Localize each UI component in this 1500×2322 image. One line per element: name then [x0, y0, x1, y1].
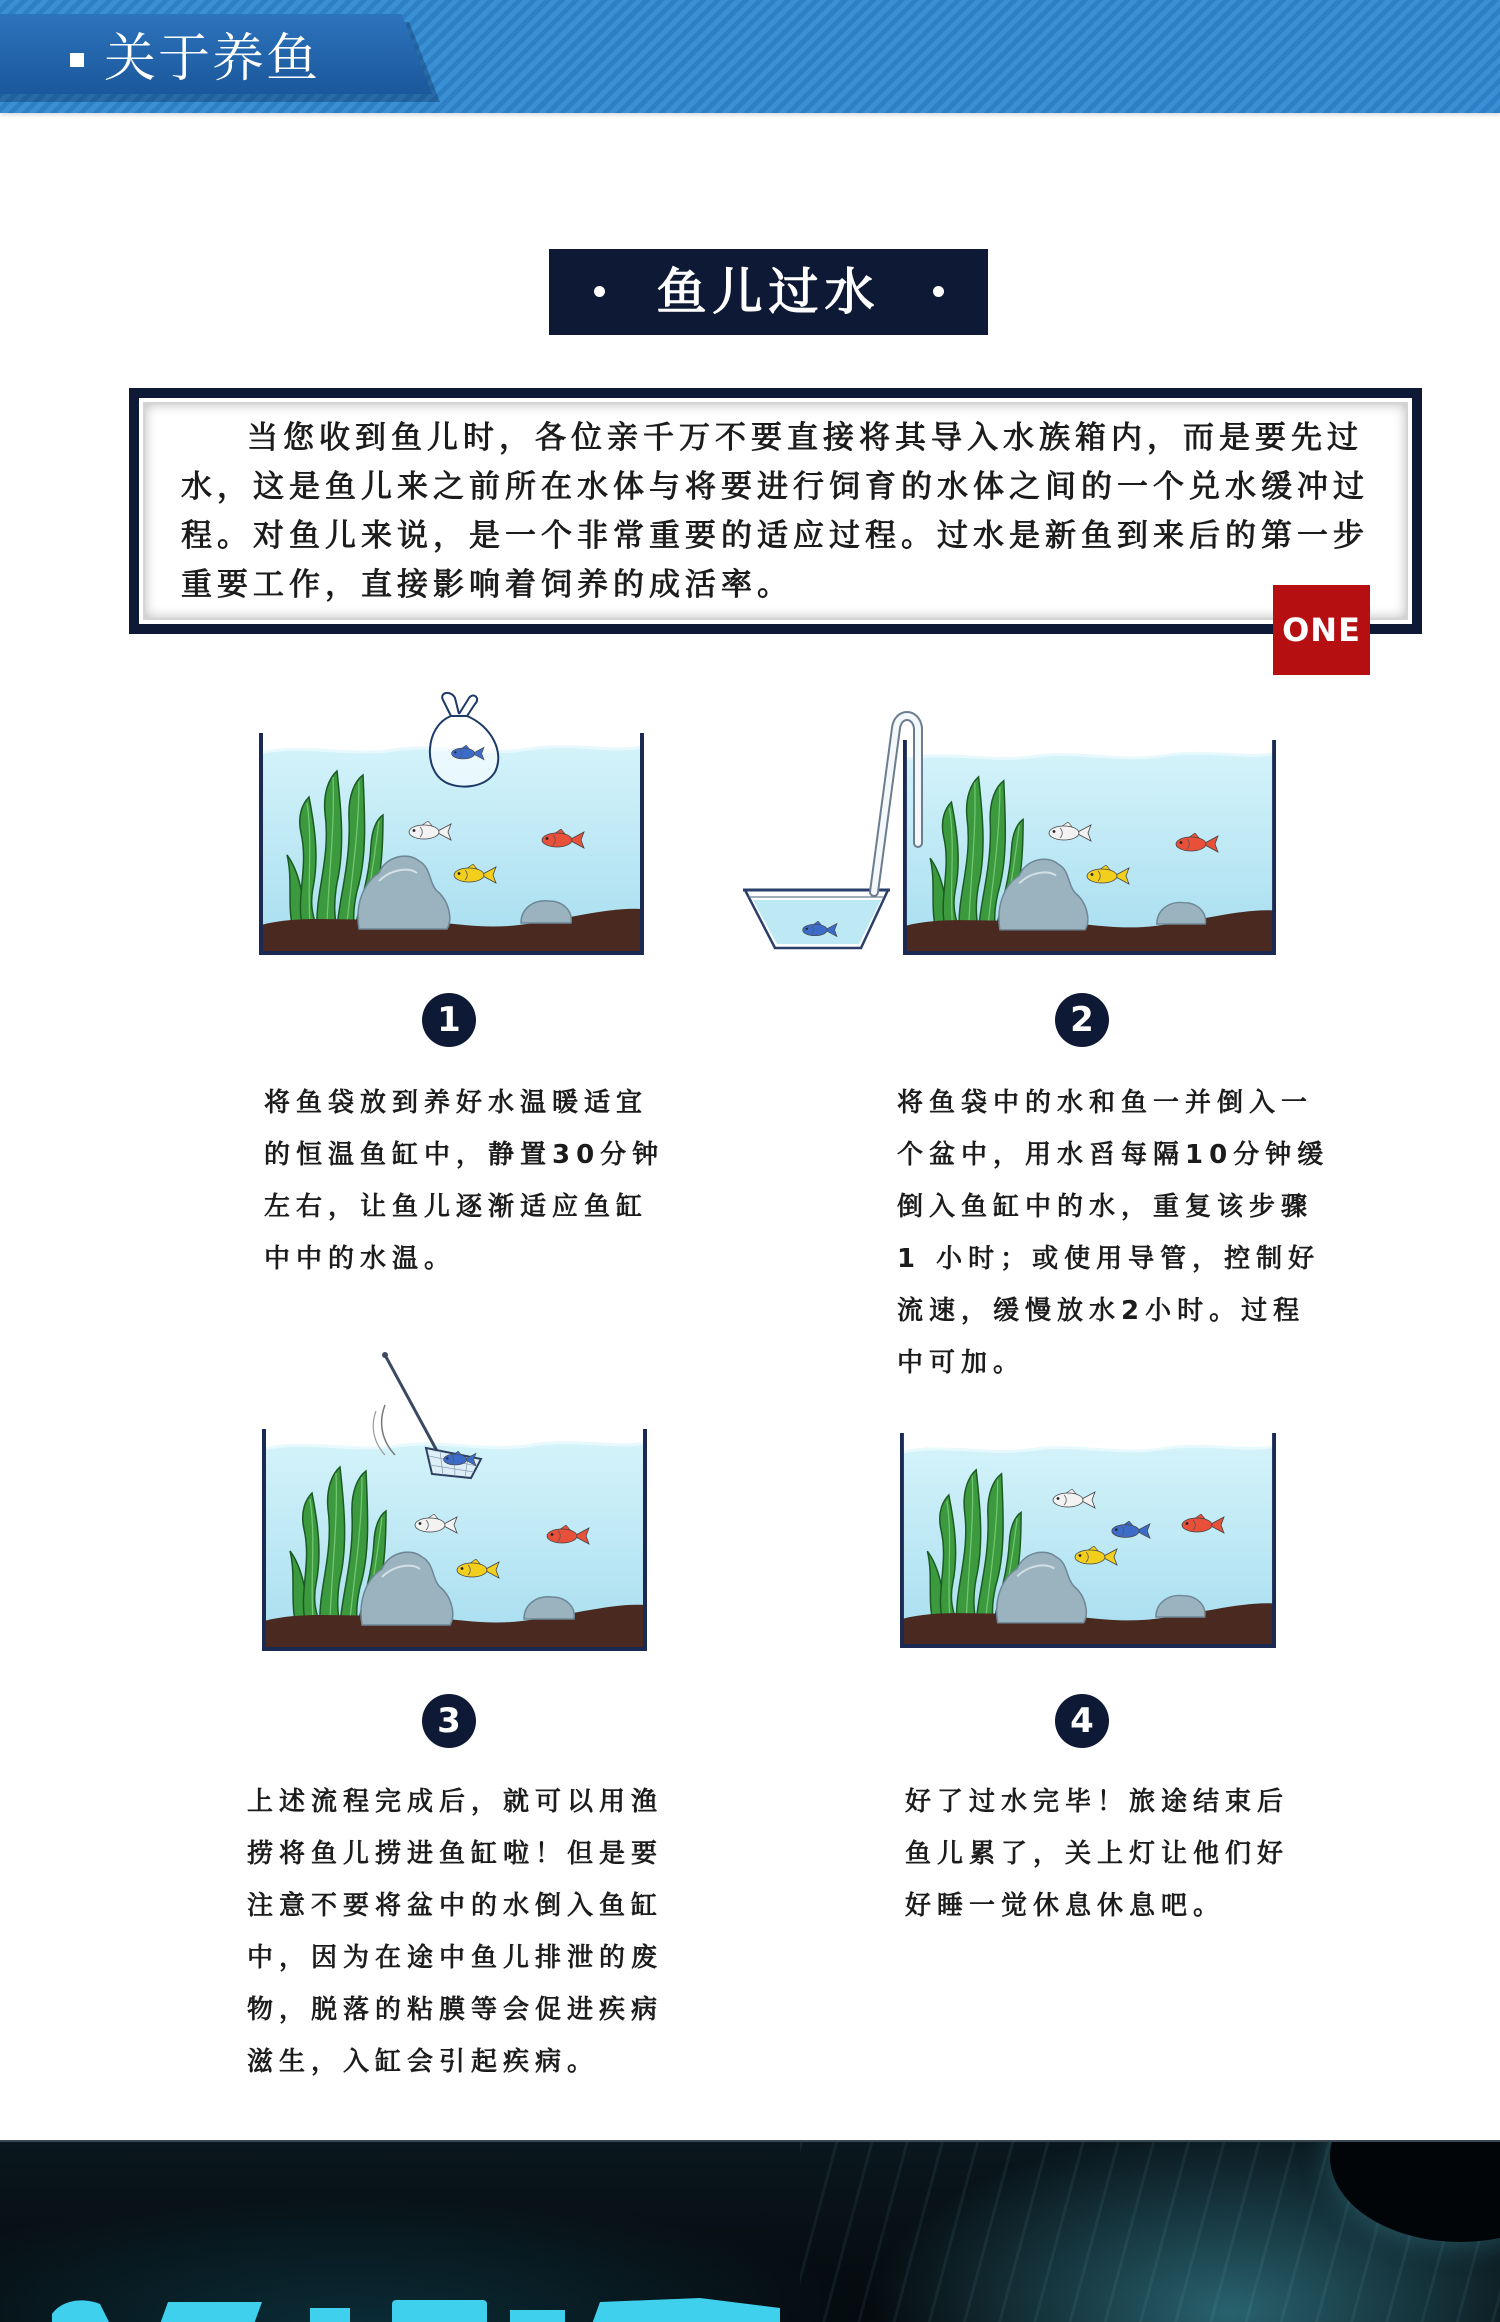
step-line: 流速，缓慢放水2小时。过程: [897, 1296, 1306, 1326]
step-line: 的恒温鱼缸中，静置30分钟: [264, 1140, 665, 1170]
intro-line: 水，这是鱼儿来之前所在水体与将要进行饲育的水体之间的一个兑水缓冲过: [181, 469, 1369, 505]
step-line: 滋生，入缸会引起疾病。: [247, 2047, 600, 2077]
step-line: 中中的水温。: [264, 1244, 457, 1274]
step-line: 上述流程完成后，就可以用渔: [247, 1787, 664, 1817]
step-4-text: [905, 1776, 1289, 1932]
step-line: 左右，让鱼儿逐渐适应鱼缸: [264, 1192, 649, 1222]
step-3-number: 3: [422, 1694, 476, 1748]
step-1-number: 1: [422, 993, 476, 1047]
step-3-text: [247, 1776, 663, 2088]
intro-line: 重要工作，直接影响着饲养的成活率。: [181, 567, 793, 603]
step-4-illustration: [895, 1425, 1285, 1655]
step-line: 倒入鱼缸中的水，重复该步骤: [897, 1192, 1314, 1222]
bottom-section-band: [0, 2140, 1500, 2322]
step-line: 捞将鱼儿捞进鱼缸啦！但是要: [247, 1839, 664, 1869]
step-1-text: [264, 1077, 664, 1285]
step-line: 中可加。: [897, 1348, 1026, 1378]
banner-bullet-icon: [70, 53, 84, 67]
step-line: 个盆中，用水舀每隔10分钟缓: [897, 1140, 1330, 1170]
step-line: 将鱼袋放到养好水温暖适宜: [264, 1088, 649, 1118]
intro-text: [181, 414, 1401, 610]
step-line: 将鱼袋中的水和鱼一并倒入一: [897, 1088, 1314, 1118]
step-line: 好睡一觉休息休息吧。: [905, 1891, 1226, 1921]
step-badge: ONE: [1273, 585, 1370, 675]
step-2-illustration: [735, 700, 1280, 960]
step-4-number: 4: [1055, 1694, 1109, 1748]
intro-line: 当您收到鱼儿时，各位亲千万不要直接将其导入水族箱内，而是要先过: [247, 420, 1363, 456]
section-heading-text: 鱼儿过水: [656, 263, 881, 321]
top-banner: [0, 0, 1500, 113]
section-heading: [549, 249, 988, 335]
step-line: 中，因为在途中鱼儿排泄的废: [247, 1943, 664, 1973]
step-2-number: 2: [1055, 993, 1109, 1047]
step-3-illustration: [255, 1345, 655, 1655]
heading-right-dot-icon: [933, 286, 944, 297]
heading-left-dot-icon: [594, 286, 605, 297]
cut-off-title-decoration: [0, 2142, 1500, 2322]
step-line: 鱼儿累了，关上灯让他们好: [905, 1839, 1290, 1869]
step-line: 1 小时；或使用导管，控制好: [897, 1244, 1321, 1274]
step-line: 物，脱落的粘膜等会促进疾病: [247, 1995, 664, 2025]
step-1-illustration: [255, 690, 655, 960]
aquarium-tank: [902, 1433, 1274, 1648]
intro-line: 程。对鱼儿来说，是一个非常重要的适应过程。过水是新鱼到来后的第一步: [181, 518, 1369, 554]
step-line: 好了过水完毕！旅途结束后: [905, 1787, 1290, 1817]
bowl-icon: [743, 890, 890, 948]
banner-title: 关于养鱼: [104, 29, 321, 89]
fish-bag-icon: [430, 693, 498, 787]
step-2-text: [897, 1077, 1329, 1389]
aquarium-tank: [905, 740, 1274, 955]
step-line: 注意不要将盆中的水倒入鱼缸: [247, 1891, 664, 1921]
